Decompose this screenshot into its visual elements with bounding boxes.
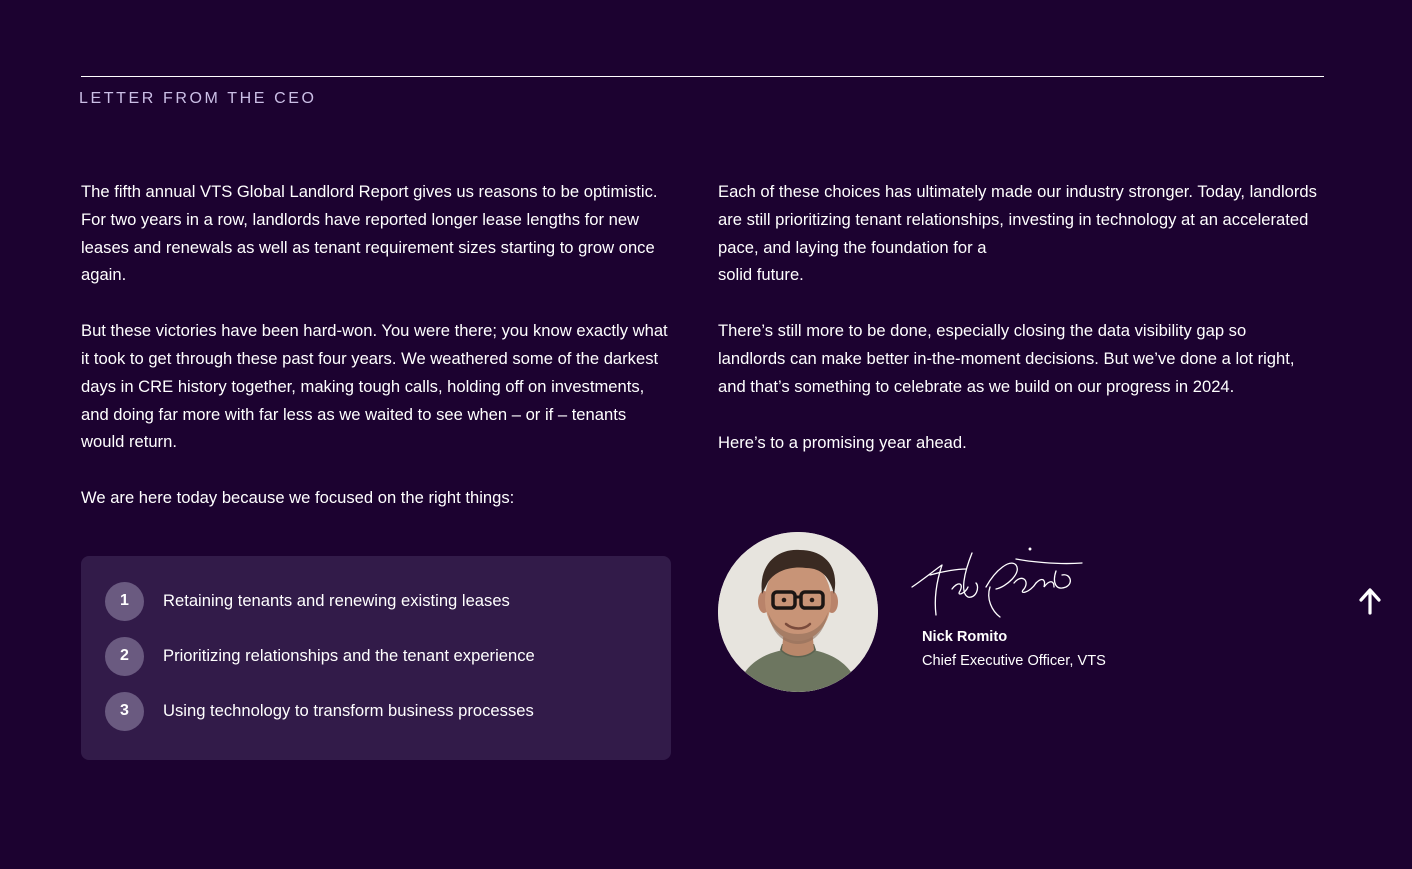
back-to-top-button[interactable] bbox=[1356, 586, 1384, 616]
letter-paragraph: Each of these choices has ultimately made our industry stronger. Today, landlords are still prioritizing tenant relationships, investing in technology at an accelerated pace, and laying the foundation for a solid future. bbox=[718, 182, 1317, 285]
focus-list-item-text: Using technology to transform business processes bbox=[163, 701, 534, 720]
focus-list-item bbox=[105, 691, 534, 731]
ceo-title: Chief Executive Officer, VTS bbox=[922, 653, 1106, 669]
ceo-portrait bbox=[718, 532, 878, 692]
number-badge: 2 bbox=[105, 637, 144, 676]
letter-paragraph: But these victories have been hard-won. You were there; you know exactly what it took to get through these past four years. We weathered some of the darkest days in CRE history together, making tough calls, holding off on investments, and doing far more with far less as we waited to see when – or if – tenants would return. bbox=[81, 321, 668, 452]
header-divider bbox=[81, 76, 1324, 77]
letter-paragraph: The fifth annual VTS Global Landlord Report gives us reasons to be optimistic. For two years in a row, landlords have reported longer lease lengths for new leases and renewals as well as tenant requirement sizes starting to grow once again. bbox=[81, 182, 658, 285]
number-badge: 1 bbox=[105, 582, 144, 621]
focus-list-card bbox=[81, 556, 671, 760]
number-badge: 3 bbox=[105, 692, 144, 731]
arrow-up-icon bbox=[1356, 586, 1384, 616]
letter-left-column bbox=[81, 178, 673, 540]
focus-list-item bbox=[105, 636, 535, 676]
focus-list-item bbox=[105, 581, 510, 621]
letter-paragraph: There’s still more to be done, especially closing the data visibility gap so landlords can make better in-the-moment decisions. But we’ve done a lot right, and that’s something to celebrate as we build on our progress in 2024. bbox=[718, 321, 1295, 396]
letter-paragraph: We are here today because we focused on the right things: bbox=[81, 488, 515, 508]
ceo-name: Nick Romito bbox=[922, 629, 1008, 645]
letter-paragraph: Here’s to a promising year ahead. bbox=[718, 432, 967, 452]
focus-list-item-text: Prioritizing relationships and the tenant experience bbox=[163, 646, 535, 665]
ceo-signature bbox=[906, 543, 1088, 621]
focus-list-item-text: Retaining tenants and renewing existing leases bbox=[163, 591, 510, 610]
letter-right-column bbox=[718, 178, 1318, 484]
section-eyebrow: LETTER FROM THE CEO bbox=[79, 90, 317, 107]
